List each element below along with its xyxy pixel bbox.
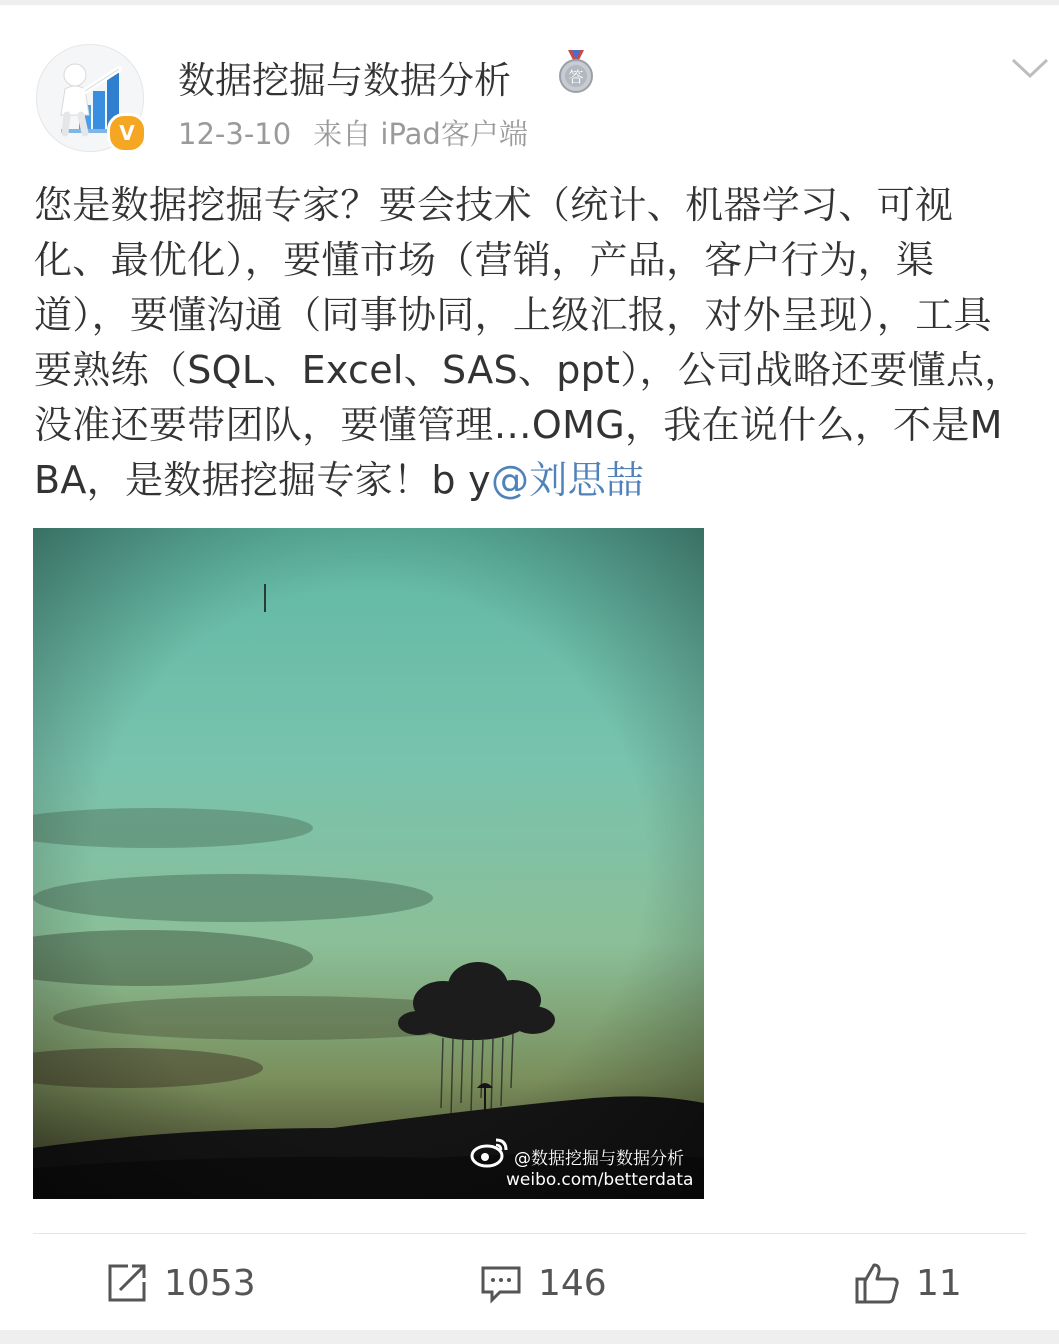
post-source[interactable]: 来自 iPad客户端 <box>313 117 528 151</box>
thumbs-up-icon <box>854 1261 900 1305</box>
repost-icon <box>106 1262 148 1304</box>
comment-button[interactable] <box>480 1258 607 1308</box>
post-image[interactable] <box>33 528 704 1199</box>
repost-button[interactable] <box>106 1258 256 1308</box>
post-date: 12-3-10 <box>178 117 292 151</box>
top-border <box>0 0 1059 5</box>
post-meta <box>178 112 528 153</box>
like-button[interactable] <box>854 1258 962 1308</box>
post-body <box>34 178 1024 508</box>
action-divider <box>33 1233 1026 1234</box>
weibo-logo-icon <box>470 1136 510 1168</box>
comment-count: 146 <box>538 1262 607 1304</box>
chevron-down-icon[interactable] <box>1010 56 1050 80</box>
repost-count: 1053 <box>164 1262 256 1304</box>
watermark-handle: @数据挖掘与数据分析 <box>514 1149 684 1169</box>
post-text: 您是数据挖掘专家？要会技术（统计、机器学习、可视化、最优化），要懂市场（营销，产品，客户行为，渠道），要懂沟通（同事协同，上级汇报，对外呈现），工具要熟练（SQL、Excel、SAS、ppt），公司战略还要懂点，没准还要带团队，要懂管理…OMG，我在说什么，不是MBA，是数据挖掘专家！b y <box>34 183 1023 502</box>
watermark-url: weibo.com/betterdata <box>506 1170 694 1190</box>
author-name[interactable]: 数据挖掘与数据分析 <box>178 59 511 102</box>
comment-icon <box>480 1262 522 1304</box>
svg-text:答: 答 <box>568 68 584 86</box>
author-avatar[interactable] <box>36 44 144 152</box>
mention-link[interactable]: @刘思喆 <box>490 458 645 502</box>
verified-v-icon: V <box>107 113 147 153</box>
like-count: 11 <box>916 1262 962 1304</box>
medal-icon <box>556 50 596 94</box>
bottom-separator <box>0 1330 1059 1344</box>
